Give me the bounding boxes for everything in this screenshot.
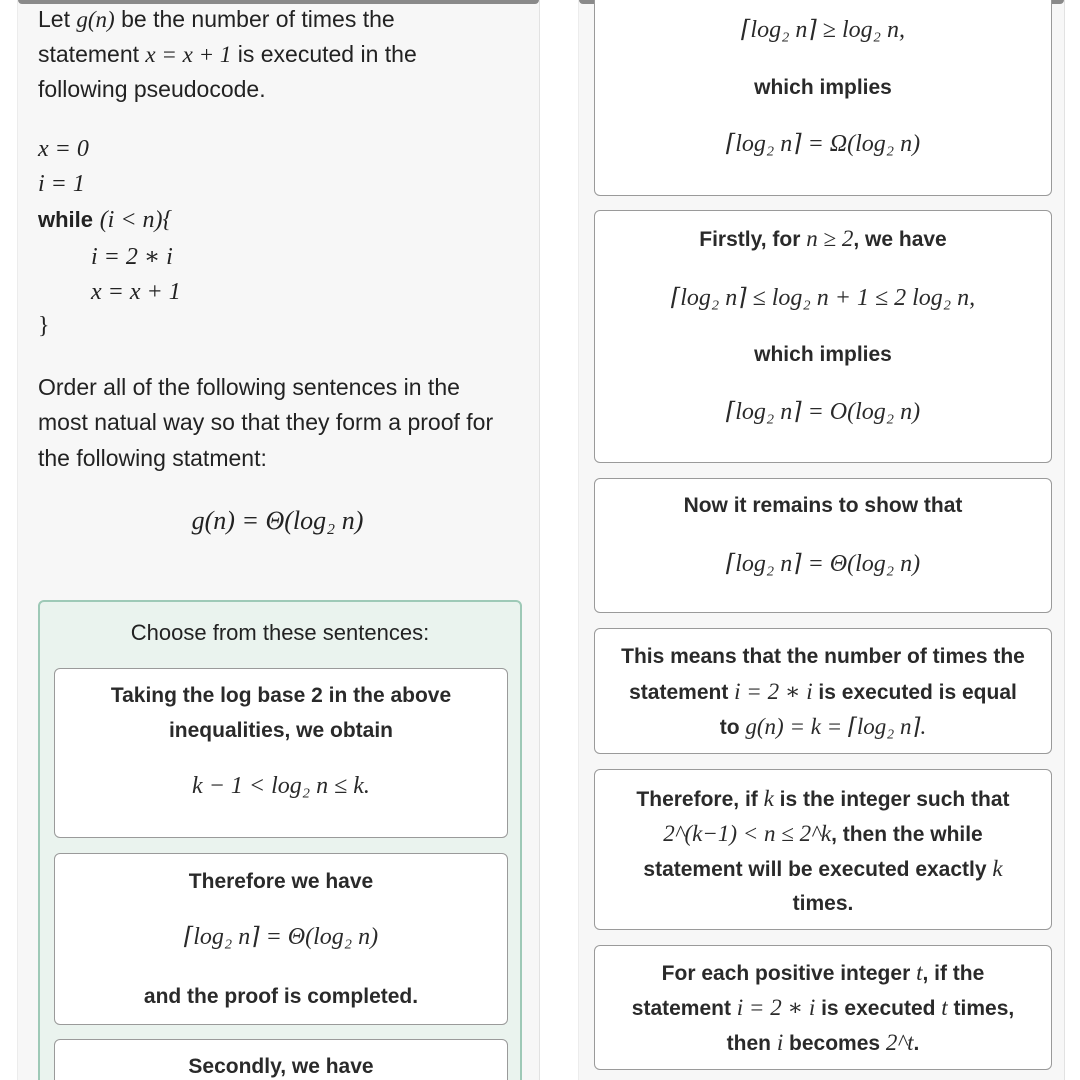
sentence-text: This means that the number of times the bbox=[621, 645, 1025, 668]
sentence-text: Taking the log base 2 in the above bbox=[110, 684, 452, 707]
problem-line-2: statement x = x + 1 is executed in the bbox=[38, 41, 417, 67]
question-panel bbox=[17, 0, 540, 1080]
code-line-x-inc: x = x + 1 bbox=[91, 279, 181, 305]
sentence-math: ⌈log₂ n⌉ = Ω(log₂ n) bbox=[725, 131, 921, 157]
order-line-2: most natual way so that they form a proof for bbox=[38, 409, 494, 435]
sentence-text: statement i = 2 ∗ i is executed is equal bbox=[629, 679, 1017, 704]
problem-line-1: Let g(n) be the number of times the bbox=[38, 6, 395, 32]
sentence-card[interactable] bbox=[54, 1039, 508, 1080]
proof-panel bbox=[578, 0, 1065, 1080]
sentence-text: and the proof is completed. bbox=[143, 985, 419, 1008]
target-statement: g(n) = Θ(log₂ n) bbox=[191, 506, 364, 535]
code-line-i-double: i = 2 ∗ i bbox=[91, 244, 173, 270]
proof-card[interactable] bbox=[594, 0, 1052, 196]
sentence-text: For each positive integer t, if the bbox=[661, 960, 985, 985]
sentence-bank bbox=[38, 600, 522, 1080]
sentence-math: ⌈log₂ n⌉ ≥ log₂ n, bbox=[741, 17, 905, 43]
sentence-text: Now it remains to show that bbox=[683, 494, 963, 517]
sentence-text: inequalities, we obtain bbox=[168, 719, 394, 742]
sentence-text: which implies bbox=[754, 76, 892, 99]
sentence-text: Secondly, we have bbox=[188, 1055, 374, 1078]
sentence-text: Therefore, if k is the integer such that bbox=[636, 786, 1010, 811]
sentence-text: Firstly, for n ≥ 2, we have bbox=[699, 226, 947, 251]
code-line-while: while (i < n){ bbox=[38, 207, 173, 233]
sentence-math: ⌈log₂ n⌉ = Θ(log₂ n) bbox=[183, 924, 379, 950]
code-line-x-init: x = 0 bbox=[38, 136, 89, 162]
proof-card[interactable] bbox=[594, 628, 1052, 754]
sentence-text: Therefore we have bbox=[188, 870, 374, 893]
sentence-math: ⌈log₂ n⌉ ≤ log₂ n + 1 ≤ 2 log₂ n, bbox=[670, 285, 976, 311]
code-line-i-init: i = 1 bbox=[38, 171, 85, 197]
sentence-card[interactable] bbox=[54, 853, 508, 1025]
sentence-card[interactable] bbox=[54, 668, 508, 838]
sentence-text: to g(n) = k = ⌈log₂ n⌉. bbox=[719, 714, 927, 739]
sentence-text: 2^(k−1) < n ≤ 2^k, then the while bbox=[663, 821, 983, 846]
order-line-3: the following statment: bbox=[38, 445, 267, 471]
sentence-math: ⌈log₂ n⌉ = Θ(log₂ n) bbox=[725, 551, 921, 577]
sentence-math: k − 1 < log₂ n ≤ k. bbox=[192, 773, 370, 799]
sentence-math: ⌈log₂ n⌉ = O(log₂ n) bbox=[725, 399, 921, 425]
order-line-1: Order all of the following sentences in the bbox=[38, 374, 460, 400]
proof-card[interactable] bbox=[594, 945, 1052, 1070]
proof-card[interactable] bbox=[594, 478, 1052, 613]
proof-card[interactable] bbox=[594, 210, 1052, 463]
sentence-bank-title: Choose from these sentences: bbox=[130, 620, 430, 645]
sentence-text: times. bbox=[792, 892, 854, 915]
proof-card[interactable] bbox=[594, 769, 1052, 930]
sentence-text: then i becomes 2^t. bbox=[726, 1030, 920, 1055]
problem-line-3: following pseudocode. bbox=[38, 76, 266, 102]
sentence-text: statement will be executed exactly k bbox=[643, 856, 1003, 881]
sentence-text: statement i = 2 ∗ i is executed t times, bbox=[631, 995, 1015, 1020]
sentence-text: which implies bbox=[754, 343, 892, 366]
code-line-close: } bbox=[38, 313, 50, 339]
